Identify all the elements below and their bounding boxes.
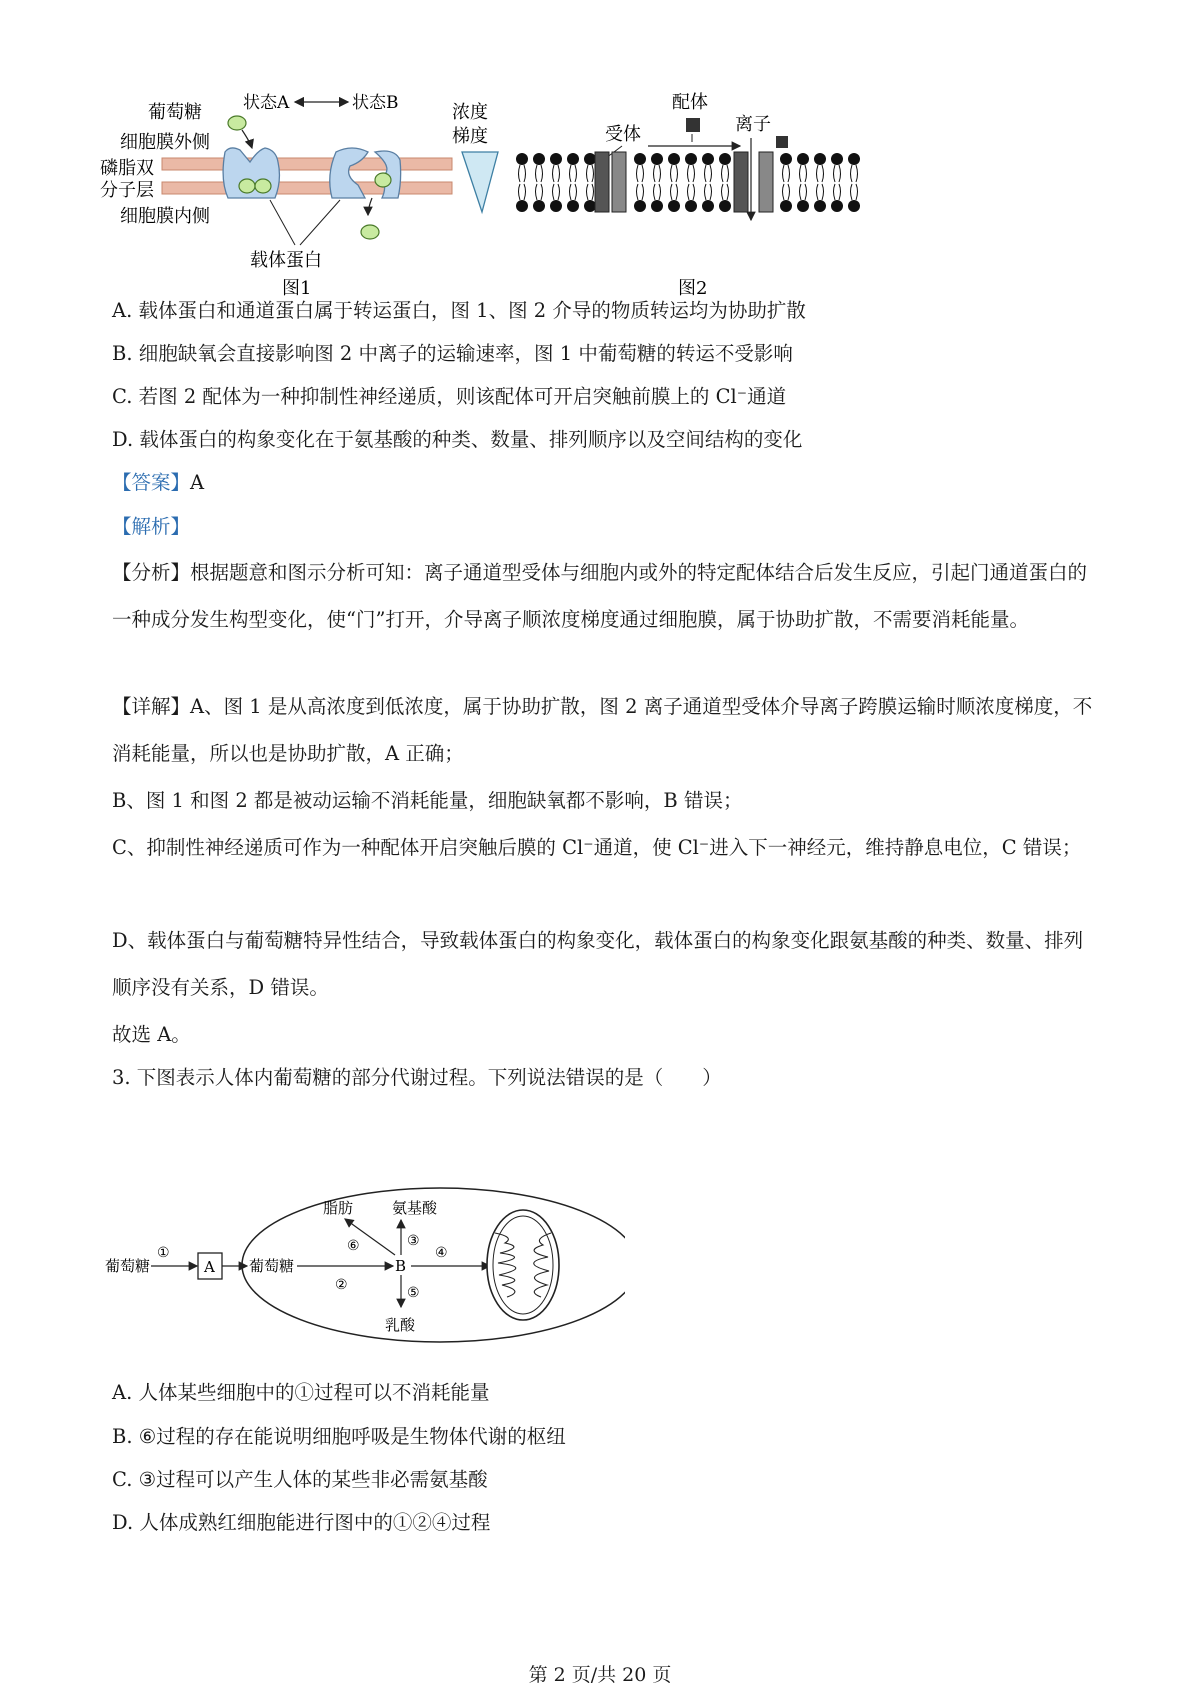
fig1-label-state-a: 状态A: [243, 93, 290, 113]
step-3-label: ③: [407, 1233, 420, 1249]
q2-option-b: B. 细胞缺氧会直接影响图 2 中离子的运输速率，图 1 中葡萄糖的转运不受影响: [112, 342, 793, 365]
glucose-inside-label: 葡萄糖: [249, 1257, 295, 1275]
q2-option-c: C. 若图 2 配体为一种抑制性神经递质，则该配体可开启突触前膜上的 Cl⁻通道: [112, 385, 787, 408]
fig1-label-carrier: 载体蛋白: [250, 250, 322, 271]
analysis-sub-tag: 【分析】: [112, 561, 191, 584]
membrane-transport-diagram: [100, 90, 1000, 305]
fig1-label-inside: 细胞膜内侧: [120, 206, 210, 227]
gradient-label-2: 梯度: [452, 126, 488, 147]
fig2-label-ligand: 配体: [672, 92, 708, 113]
analysis-text: 根据题意和图示分析可知：离子通道型受体与细胞内或外的特定配体结合后发生反应，引起门通道蛋白的一种成分发生构型变化，使“门”打开，介导离子顺浓度梯度通过细胞膜，属于协助扩散，不需要消耗能量。: [112, 561, 1088, 631]
glucose-metabolism-diagram: [105, 1185, 625, 1345]
box-a-label: A: [204, 1258, 215, 1276]
q2-option-d: D. 载体蛋白的构象变化在于氨基酸的种类、数量、排列顺序以及空间结构的变化: [112, 428, 803, 451]
detail-a-text: A、图 1 是从高浓度到低浓度，属于协助扩散，图 2 离子通道型受体介导离子跨膜运输时顺浓度梯度，不消耗能量，所以也是协助扩散，A 正确；: [112, 695, 1093, 765]
mitochondrion-icon: [487, 1210, 559, 1320]
analysis-tag: 【解析】: [112, 515, 191, 538]
fig1-label-outside: 细胞膜外侧: [120, 132, 210, 153]
detail-b-text: B、图 1 和图 2 都是被动运输不消耗能量，细胞缺氧都不影响，B 错误；: [112, 789, 743, 812]
analysis-heading: [112, 512, 190, 542]
fig1-caption: 图1: [282, 278, 312, 299]
fig2-caption: 图2: [678, 278, 708, 299]
step-6-label: ⑥: [347, 1238, 360, 1254]
fig1-label-bilayer-1: 磷脂双: [100, 158, 154, 179]
membrane-figures: [100, 90, 1000, 305]
glucose-outside-label: 葡萄糖: [105, 1257, 151, 1275]
gradient-label-1: 浓度: [452, 102, 488, 123]
q3-option-d: D. 人体成熟红细胞能进行图中的①②④过程: [112, 1511, 491, 1534]
answer-line: [112, 468, 204, 498]
q2-option-a: A. 载体蛋白和通道蛋白属于转运蛋白，图 1、图 2 介导的物质转运均为协助扩散: [112, 299, 806, 322]
fig2-label-ion: 离子: [735, 114, 771, 135]
step-5-label: ⑤: [407, 1285, 420, 1301]
detail-a-paragraph: [112, 683, 1100, 777]
fig1-label-bilayer-2: 分子层: [100, 180, 154, 201]
analysis-paragraph: [112, 549, 1100, 643]
glucose-molecule-icon: [228, 116, 246, 130]
detail-tag: 【详解】: [112, 695, 191, 718]
detail-c-text: C、抑制性神经递质可作为一种配体开启突触后膜的 Cl⁻通道，使 Cl⁻进入下一神经元，维持静息电位，C 错误；: [112, 836, 1082, 859]
detail-conclusion: 故选 A。: [112, 1023, 191, 1046]
q3-option-b: B. ⑥过程的存在能说明细胞呼吸是生物体代谢的枢纽: [112, 1425, 566, 1448]
fig2-label-receptor: 受体: [605, 124, 641, 145]
q3-option-c: C. ③过程可以产生人体的某些非必需氨基酸: [112, 1468, 488, 1491]
gradient-triangle-icon: [462, 152, 498, 212]
node-b-label: B: [395, 1257, 407, 1275]
answer-tag: 【答案】: [112, 471, 191, 494]
amino-acid-label: 氨基酸: [392, 1199, 438, 1217]
step-2-label: ②: [335, 1277, 348, 1293]
fig1-label-state-b: 状态B: [352, 93, 399, 113]
phospholipid-bilayer: [516, 153, 860, 212]
step-1-label: ①: [157, 1245, 170, 1261]
lactic-acid-label: 乳酸: [385, 1316, 416, 1334]
step-4-label: ④: [435, 1245, 448, 1261]
answer-value: A: [190, 471, 205, 494]
page-footer: 第 2 页/共 20 页: [528, 1664, 672, 1686]
q3-option-a: A. 人体某些细胞中的①过程可以不消耗能量: [112, 1381, 490, 1404]
detail-d-text: D、载体蛋白与葡萄糖特异性结合，导致载体蛋白的构象变化，载体蛋白的构象变化跟氨基酸的种类、数量、排列顺序没有关系，D 错误。: [112, 929, 1084, 999]
fig1-label-glucose: 葡萄糖: [148, 102, 202, 123]
fat-label: 脂肪: [323, 1199, 354, 1217]
q3-stem: 3. 下图表示人体内葡萄糖的部分代谢过程。下列说法错误的是（ ）: [112, 1066, 722, 1089]
ligand-square-icon: [686, 118, 700, 132]
